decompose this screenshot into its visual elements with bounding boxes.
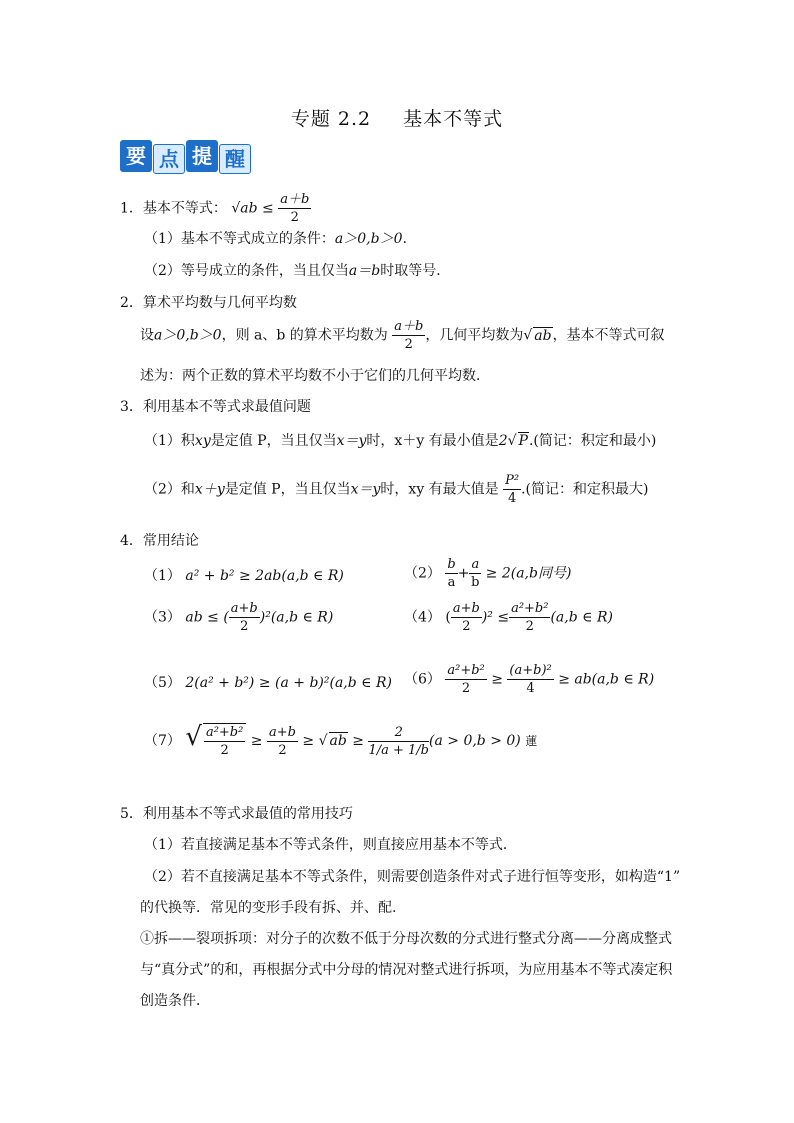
s1-lhs: √ab ≤: [231, 200, 274, 217]
s3-l2-fraction: [503, 472, 521, 507]
s1-c2-tail: 时取等号．: [380, 263, 451, 279]
formula-7-tail: (a > 0,b > 0): [429, 733, 521, 749]
formula-5-label: （5）: [144, 675, 181, 691]
f2-n1: b: [447, 557, 456, 572]
f6-den2: 4: [526, 681, 535, 696]
formula-7-harmonic: $\frac{2}{1/a + 1/b}$: [368, 724, 429, 758]
s2-frac-num: a＋b: [394, 319, 424, 334]
page-title: [0, 104, 794, 131]
f7-sqrt: ab: [329, 733, 347, 749]
s1-condition-2: [144, 260, 450, 280]
f2-d1: a: [447, 575, 456, 590]
section-1-heading: [120, 191, 311, 226]
formula-7-frac-2: [267, 724, 298, 759]
formula-1: [144, 565, 344, 585]
s1-fraction: [278, 191, 311, 226]
title-text: 基本不等式: [403, 108, 504, 130]
section-2-heading: 2．算术平均数与几何平均数: [120, 295, 297, 311]
f3-den: 2: [240, 619, 249, 634]
s3-l2-sum: x＋y: [194, 481, 225, 498]
s5-line-1: （1）若直接满足基本不等式条件，则直接应用基本不等式．: [144, 837, 517, 853]
s3-l2d: .(简记：和定积最大): [521, 481, 649, 498]
f7-rden: 2: [220, 742, 229, 758]
s1-frac-den: 2: [290, 210, 299, 225]
formula-4-frac-2: [509, 600, 550, 635]
f2-n2: a: [471, 557, 480, 572]
s5-line-3: 的代换等．常见的变形手段有拆、并、配.: [140, 900, 397, 916]
s1-condition-1: （1）基本不等式成立的条件：a＞0,b＞0.: [144, 231, 407, 247]
s1-c2-text: （2）等号成立的条件，当且仅当: [144, 263, 349, 279]
f4-den1: 2: [462, 619, 471, 634]
formula-2-frac-1: [445, 556, 457, 591]
f7-num2: a+b: [268, 724, 296, 740]
s3-l1c: 时，x＋y 有最小值是: [366, 433, 499, 449]
f6-num2: (a+b)²: [509, 663, 552, 678]
s5-line-5: 与“真分式”的和，再根据分式中分母的情况对整式进行拆项，为应用基本不等式凑定积: [140, 962, 673, 978]
formula-4-mid: )² ≤: [481, 609, 510, 626]
s2-p1b: ，则 a、b 的算术平均数为: [221, 327, 388, 344]
s1-c1-math: a＞0,b＞0: [334, 231, 403, 247]
s3-l2-frac-den: 4: [507, 491, 517, 506]
s3-l2c: 时，xy 有最大值是: [380, 481, 499, 498]
s3-l2a: （2）和: [144, 481, 195, 498]
f6-den1: 2: [461, 681, 471, 696]
s3-l1d: .(简记：积定和最小): [528, 433, 657, 449]
badge-char-1: 要: [120, 140, 152, 172]
key-points-badge: [120, 140, 252, 174]
formula-7-label: （7）: [144, 733, 181, 749]
formula-1-expr: a² + b² ≥ 2ab(a,b ∈ R): [185, 568, 344, 584]
formula-7-root-frac: [204, 724, 245, 759]
formula-4-tail: (a,b ∈ R): [550, 609, 613, 626]
formula-3: [144, 600, 333, 635]
s3-l1-xy: xy: [194, 433, 211, 449]
f7-num3: 2: [368, 724, 429, 742]
formula-3-frac: [229, 600, 260, 635]
f6-num1: a²+b²: [447, 663, 485, 678]
formula-3-tail: )²(a,b ∈ R): [259, 609, 334, 626]
badge-char-4: 醒: [219, 144, 251, 174]
s3-line-1: （1）积xy是定值 P，当且仅当x＝y时，x＋y 有最小值是2√ P.(简记：积定和最小): [144, 433, 657, 449]
badge-char-3: 提: [186, 140, 218, 172]
formula-6-frac-2: [507, 662, 553, 697]
formula-2-tail: ≥ 2(a,b同号): [485, 565, 572, 582]
f4-num2: a²+b²: [511, 601, 549, 616]
title-number: 专题 2.2: [290, 108, 372, 130]
s2-sqrt: ab: [534, 327, 552, 344]
formula-6-frac-1: [445, 662, 486, 697]
s3-l2-eq: x＝y: [350, 481, 381, 498]
s3-l1-eq: x＝y: [336, 433, 367, 449]
formula-5: [144, 672, 392, 692]
section-4-heading: 4．常用结论: [120, 533, 199, 549]
f3-num: a+b: [230, 601, 258, 616]
s3-l1-val: 2: [498, 433, 508, 449]
s3-l1b: 是定值 P，当且仅当: [210, 433, 337, 449]
formula-4-frac-1: [451, 600, 482, 635]
formula-6: （6） $\frac{\text{a²+b²}}{2}$ ≥ $\frac{\text{(a+b)²}}{4}$ ≥ ab(a,b ∈ R): [404, 663, 655, 696]
f4-den2: 2: [525, 619, 534, 634]
s3-l1a: （1）积: [144, 433, 195, 449]
f2-d2: b: [471, 575, 480, 590]
s3-line-2: [144, 472, 648, 507]
formula-6-tail: ≥ ab(a,b ∈ R): [558, 671, 655, 688]
formula-3-label: （3）: [144, 609, 181, 626]
badge-char-2: 点: [153, 144, 185, 174]
s1-frac-num: a＋b: [280, 192, 310, 207]
formula-2-label: （2）: [404, 565, 441, 582]
s3-l2-frac-num: P²: [505, 473, 520, 488]
f7-rnum: a²+b²: [205, 724, 244, 740]
s3-l2b: 是定值 P，当且仅当: [224, 481, 351, 498]
formula-2: （2） $\frac{b}{a}$ + $\frac{a}{b}$ ≥ 2(a,b同号): [404, 557, 572, 590]
f4-num1: a+b: [452, 601, 480, 616]
s3-l1-sqrt: P: [518, 433, 528, 449]
section-5-heading: 5．利用基本不等式求最值的常用技巧: [120, 806, 353, 822]
s5-line-2: （2）若不直接满足基本不等式条件，则需要创造条件对式子进行恒等变形，如构造“1”: [144, 869, 681, 885]
s5-line-6: 创造条件．: [140, 993, 210, 1009]
formula-7-extra: 蓮: [525, 734, 538, 748]
s2-p1d: ，基本不等式可叙: [552, 327, 665, 344]
formula-6-label: （6）: [404, 671, 441, 688]
formula-4-label: （4）: [404, 609, 441, 626]
formula-7: （7） √ $\frac{\text{a²+b²}}{2}$ ≥ $\frac{a+b}{2}$ ≥ √ ab ≥ $\frac{2}{1/a + 1/b}$ (a > 0,b > 0) 蓮: [144, 722, 538, 758]
formula-4: （4） ( $\frac{a+b}{2}$ )² ≤ $\frac{\text{a²+b²}}{2}$ (a,b ∈ R): [404, 601, 613, 634]
s1-c2-math: a＝b: [348, 263, 381, 279]
s2-p1a: 设: [140, 327, 154, 344]
formula-3-pre: ab ≤ (: [185, 609, 229, 626]
s2-paragraph-line-1: 设a＞0,b＞0，则 a、b 的算术平均数为 $\frac{a+b}{2}$ ，几何平均数为√ ab，基本不等式可叙: [140, 319, 665, 352]
s2-frac-den: 2: [404, 337, 413, 352]
formula-1-label: （1）: [144, 568, 181, 584]
f7-den2: 2: [278, 742, 287, 758]
s2-p1-math: a＞0,b＞0: [154, 327, 222, 344]
s5-line-4: ①拆——裂项拆项：对分子的次数不低于分母次数的分式进行整式分离——分离成整式: [140, 931, 672, 947]
formula-2-frac-2: [469, 556, 481, 591]
section-3-heading: 3．利用基本不等式求最值问题: [120, 399, 311, 415]
formula-5-expr: 2(a² + b²) ≥ (a + b)²(a,b ∈ R): [185, 675, 392, 691]
s2-mean-fraction: [392, 318, 425, 353]
s2-p1c: ，几何平均数为: [425, 327, 524, 344]
s2-paragraph-line-2: 述为：两个正数的算术平均数不小于它们的几何平均数．: [140, 368, 490, 384]
section-1-title: 1．基本不等式：: [120, 200, 227, 217]
s1-c1-text: （1）基本不等式成立的条件：: [144, 231, 335, 247]
